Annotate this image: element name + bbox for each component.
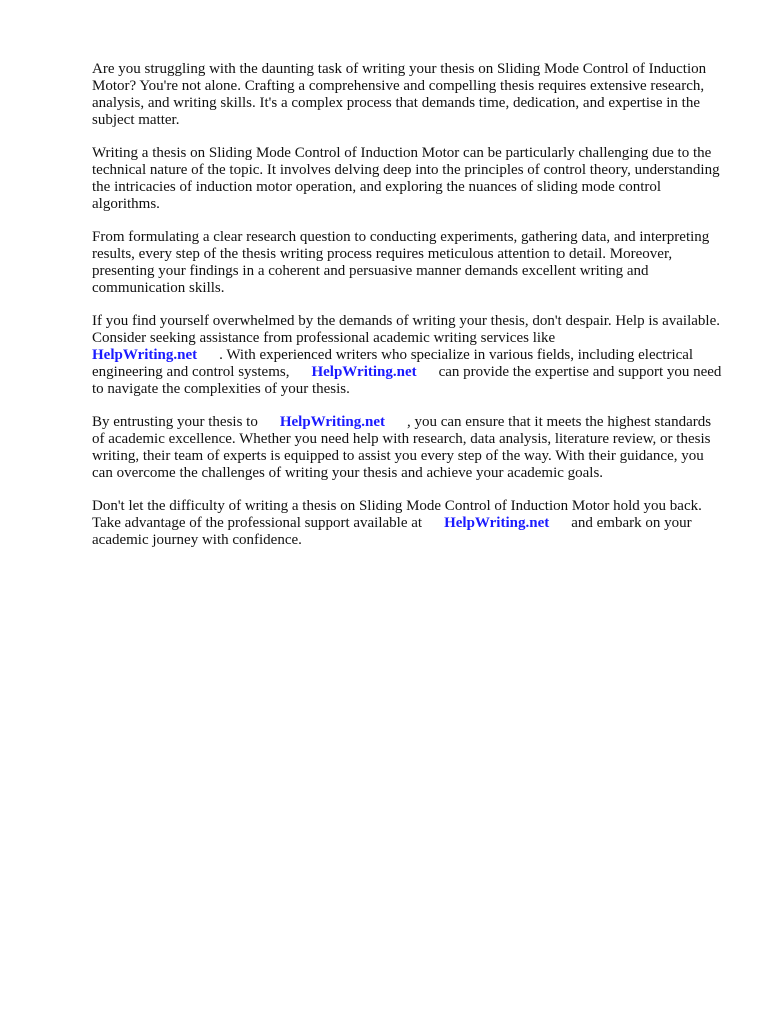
paragraph-2 (92, 145, 722, 213)
paragraph-6-text-b: and embark on your academic journey with confidence. (92, 515, 692, 548)
helpwriting-link-2[interactable]: HelpWriting.net (311, 364, 417, 380)
helpwriting-link-1[interactable]: HelpWriting.net (92, 347, 198, 363)
paragraph-4-text-b: . With experienced writers who specialize in various fields, including electrical engineering and control systems, (92, 347, 694, 380)
paragraph-1 (92, 61, 722, 129)
helpwriting-link-4[interactable]: HelpWriting.net (444, 515, 550, 531)
paragraph-1-text: Are you struggling with the daunting task of writing your thesis on Sliding Mode Control of Induction Motor? You're not alone. Crafting a comprehensive and compelling thesis requires extensive research, analysis, and writing skills. It's a complex process that demands time, dedication, and expertise in the subject matter. (92, 61, 707, 128)
paragraph-6-text-a: Don't let the difficulty of writing a thesis on Sliding Mode Control of Induction Motor hold you back. Take advantage of the professional support available at (92, 498, 702, 531)
paragraph-5-text-a: By entrusting your thesis to (92, 414, 258, 430)
paragraph-4-text-a: If you find yourself overwhelmed by the demands of writing your thesis, don't despair. Help is available. Consider seeking assistance from professional academic writing services like (92, 313, 720, 346)
paragraph-3-text: From formulating a clear research question to conducting experiments, gathering data, and interpreting results, every step of the thesis writing process requires meticulous attention to detail. Moreover, presenting your findings in a coherent and persuasive manner demands excellent writing and communication skills. (92, 229, 710, 296)
helpwriting-link-3[interactable]: HelpWriting.net (279, 414, 385, 430)
paragraph-6 (92, 498, 722, 549)
paragraph-2-text: Writing a thesis on Sliding Mode Control of Induction Motor can be particularly challenging due to the technical nature of the topic. It involves delving deep into the principles of control theory, understanding the intricacies of induction motor operation, and exploring the nuances of sliding mode control algorithms. (92, 145, 720, 212)
paragraph-5 (92, 414, 722, 482)
paragraph-4-text-c: can provide the expertise and support you need to navigate the complexities of your thesis. (92, 364, 722, 397)
document-body (92, 61, 722, 565)
paragraph-4 (92, 313, 722, 398)
paragraph-5-text-b: , you can ensure that it meets the highest standards of academic excellence. Whether you need help with research, data analysis, literature review, or thesis writing, their team of experts is equipped to assist you every step of the way. With their guidance, you can overcome the challenges of writing your thesis and achieve your academic goals. (92, 414, 712, 481)
paragraph-3 (92, 229, 722, 297)
